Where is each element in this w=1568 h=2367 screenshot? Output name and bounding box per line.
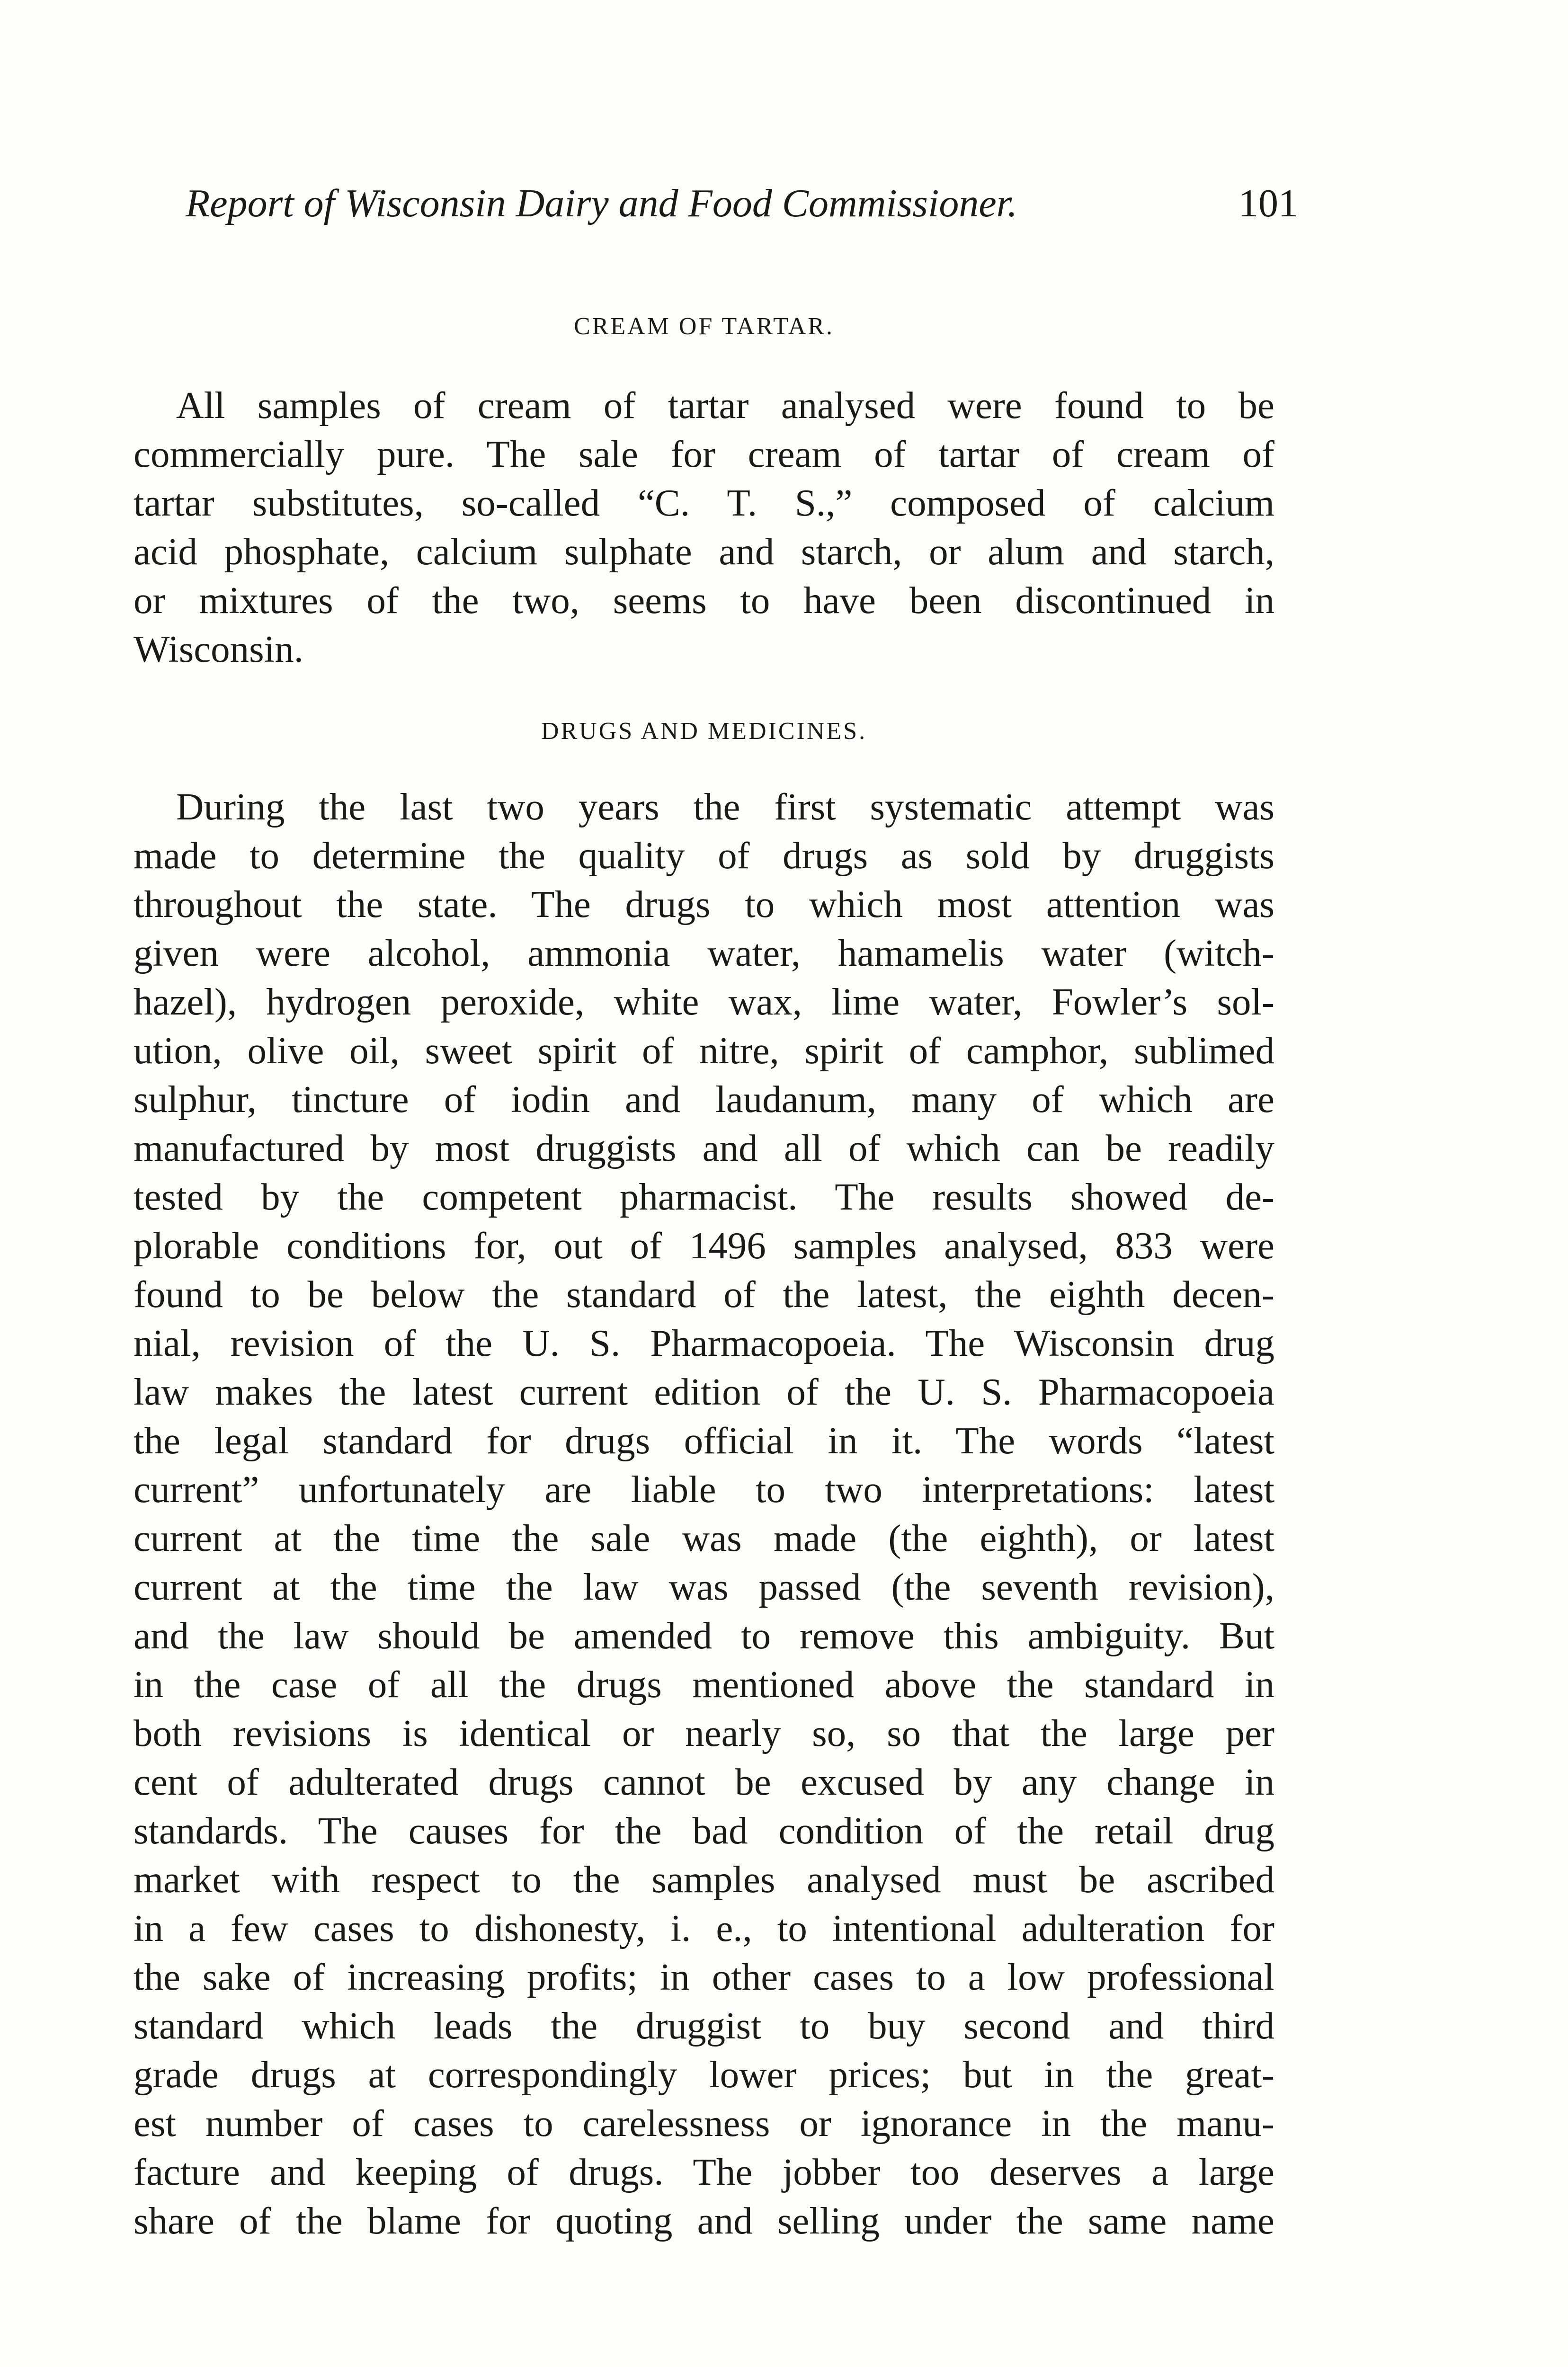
text-line: manufactured by most druggists and all of which can be readily (134, 1127, 1274, 1169)
text-line: in a few cases to dishonesty, i. e., to intentional adulteration for (134, 1907, 1274, 1949)
text-line: market with respect to the samples analysed must be ascribed (134, 1858, 1274, 1901)
text-line: current” unfortunately are liable to two interpretations: latest (134, 1468, 1274, 1511)
text-line: cent of adulterated drugs cannot be excused by any change in (134, 1761, 1274, 1803)
text-line: During the last two years the first systematic attempt was (176, 785, 1274, 828)
text-line: found to be below the standard of the latest, the eighth decen- (134, 1273, 1274, 1316)
text-line: made to determine the quality of drugs as sold by druggists (134, 834, 1274, 877)
text-line: acid phosphate, calcium sulphate and starch, or alum and starch, (134, 530, 1274, 573)
text-line: tested by the competent pharmacist. The results showed de- (134, 1175, 1274, 1218)
text-line: the legal standard for drugs official in it. The words “latest (134, 1419, 1274, 1462)
text-line: law makes the latest current edition of the U. S. Pharmacopoeia (134, 1370, 1274, 1413)
text-line: Wisconsin. (134, 628, 303, 670)
page-number: 101 (1238, 181, 1298, 225)
text-line: current at the time the law was passed (the seventh revision), (134, 1566, 1274, 1608)
text-line: or mixtures of the two, seems to have been discontinued in (134, 579, 1274, 622)
text-line: commercially pure. The sale for cream of tartar of cream of (134, 433, 1274, 475)
text-line: sulphur, tincture of iodin and laudanum, many of which are (134, 1078, 1274, 1121)
text-line: hazel), hydrogen peroxide, white wax, lime water, Fowler’s sol- (134, 980, 1274, 1023)
text-line: All samples of cream of tartar analysed were found to be (176, 384, 1274, 427)
text-line: standard which leads the druggist to buy second and third (134, 2004, 1274, 2047)
text-line: given were alcohol, ammonia water, hamamelis water (witch- (134, 932, 1274, 974)
text-line: standards. The causes for the bad condition of the retail drug (134, 1809, 1274, 1852)
text-line: in the case of all the drugs mentioned above the standard in (134, 1663, 1274, 1706)
text-line: both revisions is identical or nearly so, so that the large per (134, 1712, 1274, 1754)
section-heading-cream-of-tartar: CREAM OF TARTAR. (573, 313, 834, 340)
text-line: tartar substitutes, so-called “C. T. S.,” composed of calcium (134, 481, 1274, 524)
text-line: and the law should be amended to remove this ambiguity. But (134, 1614, 1274, 1657)
text-line: est number of cases to carelessness or ignorance in the manu- (134, 2102, 1274, 2145)
text-line: ution, olive oil, sweet spirit of nitre, spirit of camphor, sublimed (134, 1029, 1274, 1072)
paragraph-drugs-and-medicines (134, 783, 1274, 2245)
text-line: plorable conditions for, out of 1496 samples analysed, 833 were (134, 1224, 1274, 1267)
paragraph-cream-of-tartar (134, 381, 1274, 674)
text-line: grade drugs at correspondingly lower prices; but in the great- (134, 2053, 1274, 2096)
text-line: facture and keeping of drugs. The jobber too deserves a large (134, 2151, 1274, 2193)
running-header (186, 175, 1298, 232)
text-line: the sake of increasing profits; in other cases to a low professional (134, 1956, 1274, 1998)
section-heading-drugs-and-medicines: DRUGS AND MEDICINES. (541, 718, 867, 745)
text-line: throughout the state. The drugs to which most attention was (134, 883, 1274, 925)
text-line: current at the time the sale was made (the eighth), or latest (134, 1517, 1274, 1559)
text-line: share of the blame for quoting and selling under the same name (134, 2199, 1274, 2242)
text-line: nial, revision of the U. S. Pharmacopoeia. The Wisconsin drug (134, 1322, 1274, 1364)
running-header-title: Report of Wisconsin Dairy and Food Commissioner. (186, 181, 1017, 225)
